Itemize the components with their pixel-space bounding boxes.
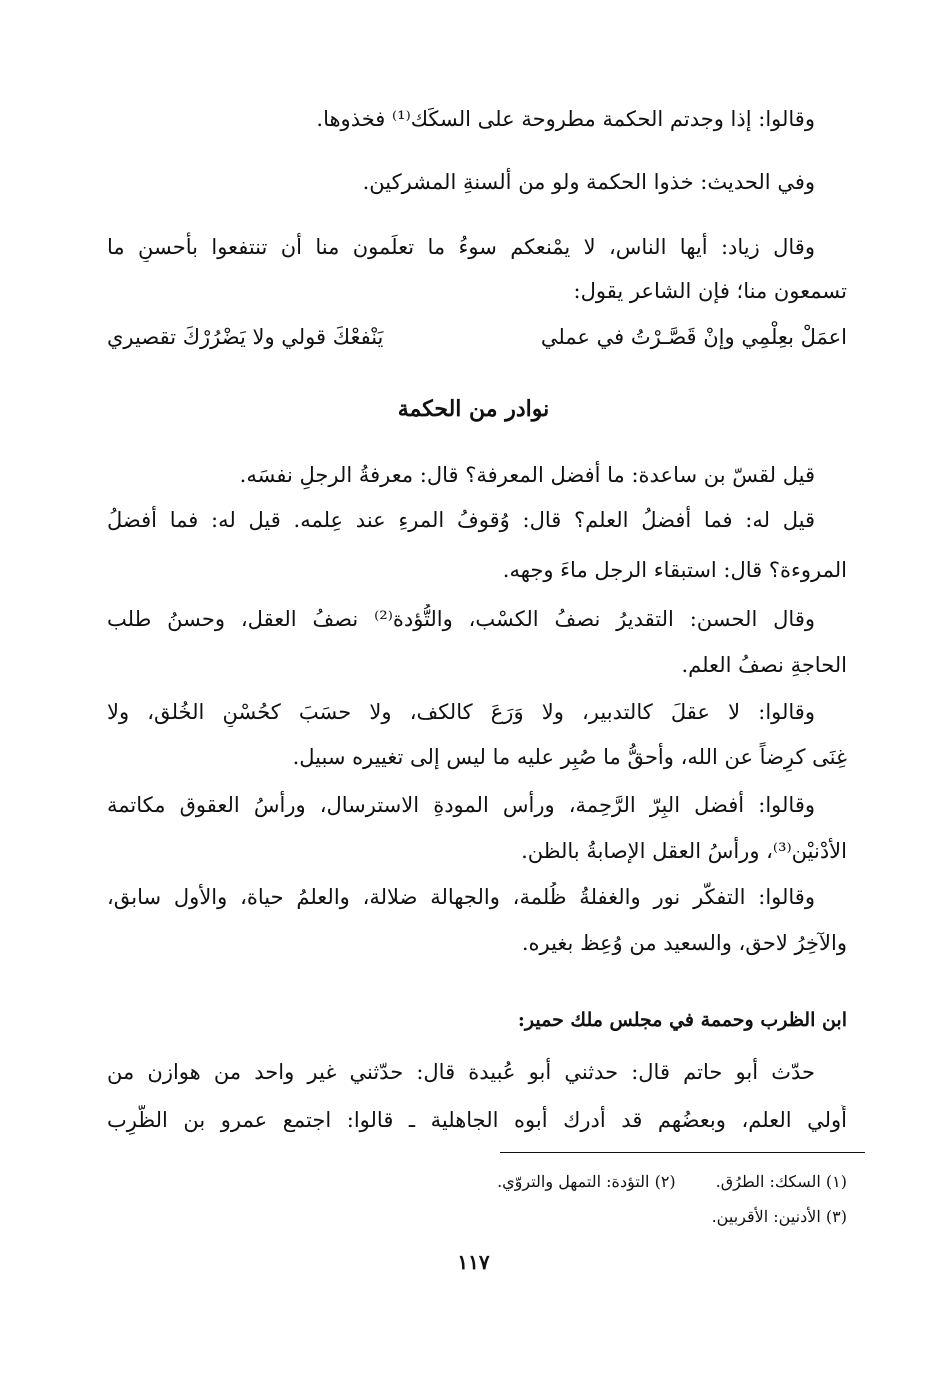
paragraph-line: وقالوا: إذا وجدتم الحكمة مطروحة على السكَك⁽¹⁾ فخذوها. xyxy=(316,107,815,131)
paragraph-line: أُولي العلم، وبعضُهم قد أدرك أبوه الجاهلية ـ قالوا: اجتمع عمرو بن الظَّرِب xyxy=(107,1108,847,1132)
paragraph-line: قيل له: فما أفضلُ العلم؟ قال: وُقوفُ المرءِ عند عِلمه. قيل له: فما أفضلُ xyxy=(107,508,815,532)
section-heading: نوادر من الحكمة xyxy=(397,396,550,422)
footnote-1: (١) السكك: الطرُق. xyxy=(715,1172,847,1191)
sub-heading: ابن الظرب وحممة في مجلس ملك حمير: xyxy=(517,1009,847,1031)
paragraph-line: وقالوا: أفضل البِرّ الرَّحِمة، ورأس المودةِ الاسترسال، ورأسُ العقوق مكاتمة xyxy=(107,793,815,817)
page-number: ١١٧ xyxy=(457,1250,490,1274)
paragraph-line: غِنَى كرِضاً عن الله، وأحقُّ ما صُبِر عليه ما ليس إلى تغييره سبيل. xyxy=(292,745,847,769)
verse-right-hemistich: اعمَلْ بعِلْمِي وإنْ قَصَّـرْتُ في عملي xyxy=(540,325,847,349)
poem-verse xyxy=(107,322,847,352)
verse-left-hemistich: يَنْفعْكَ قولي ولا يَضْرُرْكَ تقصيري xyxy=(107,325,384,349)
footnote-line xyxy=(107,1205,847,1229)
paragraph-line: وقالوا: التفكّر نور والغفلةُ ظُلمة، والجهالة ضلالة، والعلمُ حياة، والأول سابق، xyxy=(107,885,815,909)
paragraph-line: الحاجةِ نصفُ العلم. xyxy=(681,653,847,677)
footnote-3: (٣) الأدنين: الأقربين. xyxy=(711,1207,847,1226)
paragraph-line: حدّث أبو حاتم قال: حدثني أبو عُبيدة قال: حدّثني غير واحد من هوازن من xyxy=(107,1060,815,1084)
paragraph-line: وقال زياد: أيها الناس، لا يمْنعكم سوءُ ما تعلَمون منا أن تنتفعوا بأحسنِ ما xyxy=(107,235,815,259)
paragraph-line: وفي الحديث: خذوا الحكمة ولو من ألسنةِ المشركين. xyxy=(362,170,815,194)
footnote-line xyxy=(107,1170,847,1194)
paragraph-line: وقالوا: لا عقلَ كالتدبير، ولا وَرَعَ كالكف، ولا حسَبَ كحُسْنِ الخُلق، ولا xyxy=(107,700,815,724)
paragraph-line: الأدْنيْن⁽³⁾، ورأسُ العقل الإصابةُ بالظن. xyxy=(521,839,847,863)
footnote-2: (٢) التؤدة: التمهل والتروّي. xyxy=(497,1172,676,1191)
footnote-rule xyxy=(500,1152,865,1153)
paragraph-line: تسمعون منا؛ فإن الشاعر يقول: xyxy=(573,279,847,303)
paragraph-line: المروءة؟ قال: استبقاء الرجل ماءَ وجهه. xyxy=(502,558,847,582)
paragraph-line: وقال الحسن: التقديرُ نصفُ الكسْب، والتُّؤدة⁽²⁾ نصفُ العقل، وحسنُ طلب xyxy=(107,607,815,631)
paragraph-line: والآخِرُ لاحق، والسعيد من وُعِظ بغيره. xyxy=(521,931,847,955)
paragraph-line: قيل لقسّ بن ساعدة: ما أفضل المعرفة؟ قال: معرفةُ الرجلِ نفسَه. xyxy=(239,463,815,487)
